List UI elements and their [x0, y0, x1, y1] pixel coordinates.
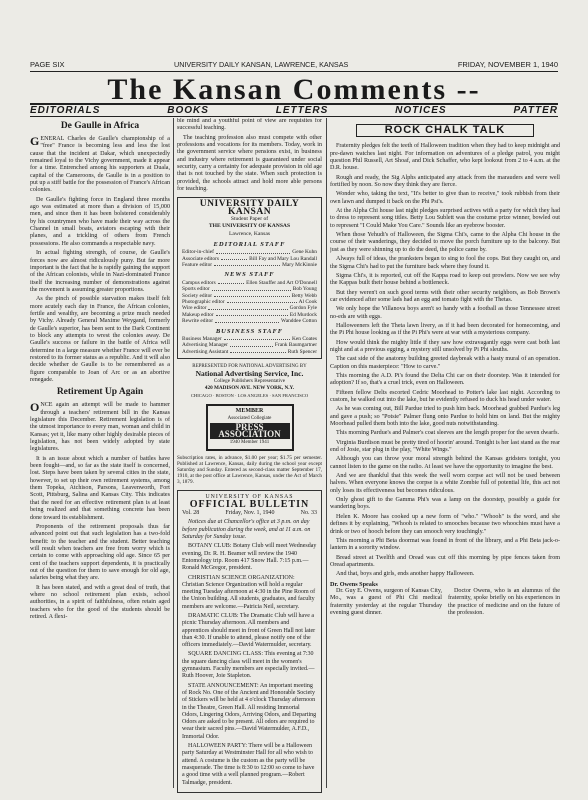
staff-row: Wire editor Gordon Fyle — [182, 305, 317, 312]
national-advertising — [177, 363, 322, 400]
paragraph: Only ghost gift to the Gamma Phi's was a lamp on the doorstep, possibly a guide for wandering boys. — [330, 497, 560, 511]
subscription-notice: Subscription rates, in advance, $1.00 per year; $1.75 per semester. Published at Lawrence, Kansas, daily during the school year except Saturday and Sunday. Entered as second-class matter September 17, 1910, at the post office at Lawrence, Kansas, under the Act of March 3, 1879. — [177, 454, 322, 486]
paragraph: This morning Pardue's and Palmer's coat sleeves are the length proper for the seven dwarfs. — [336, 430, 560, 437]
natl-line: College Publishers Representative — [213, 377, 286, 384]
paragraph: Sigma Chi's, it is reported, cut off the Kappa road to keep out prowlers. Now we see why the Kappas built their house behind a bottleneck. — [330, 272, 560, 287]
masthead-sub: Student Paper of — [230, 216, 269, 223]
paragraph: ONCE again an attempt will be made to hammer through a teachers' retirement bill in the Kansas legislature this December. Retirement legislation is of the utmost importance to every man, woman and child in Kansas; yet it, like many other highly desirable pieces of legislation, has not been widely adopted by state legislatures. — [30, 400, 170, 453]
paragraph: And we are thankful that this week the well worn corpse act will not be used between halves. When everyone knows the corpse is a white Zombie full of potential life, this act not only loses its effectiveness but becomes ridiculous. — [330, 473, 560, 494]
bulletin-item: BOTANY CLUB: Botany Club will meet Wednesday evening, Dr. R. H. Beamer will review the 1940 Entomology trip. Room 417 Snow Hall. 7:15 p.m.—Ronald McGregor, president. — [182, 543, 317, 572]
paragraph: The teaching profession also must compete with other professions and vocations for its members. Today, work in the government service where pensions exist, in business and industry where retirement is guaranteed under social security, carry a certainty for adequate provision in old age that is not touched by the state. When such protection is provided, the schools attract and hold more able persons for teaching. — [177, 134, 322, 193]
paragraph: Halloweeners left the Theta lawn livery, as if it had been decorated for homecoming, and the Pi Phi house looking as if the Pi Phi's were at war with a mysterious company. — [330, 322, 560, 337]
bulletin-item: DRAMATIC CLUB: The Dramatic Club will have a picnic Thursday afternoon. All members and apprentices should meet in front of Green Hall not later than 4:30. If unable to attend, please notify one of the officers immediately.—David Watermulder, secretary. — [182, 613, 316, 649]
natl-line: REPRESENTED FOR NATIONAL ADVERTISING BY — [192, 364, 307, 370]
section-editorials: EDITORIALS — [30, 105, 101, 116]
bulletin-title: OFFICIAL BULLETIN — [189, 498, 310, 510]
paragraph: Always full of ideas, the pranksters began to sing to fool the cops. But they caught on, and the Sigma Chi's had to put the furniture back where they found it. — [330, 256, 560, 270]
bulletin-item: HALLOWEEN PARTY: There will be a Halloween party Saturday at Westminster Hall for all who wish to attend. A costume is the custom as the party will be masquerade. The time is 8:30 to 12:00 so come to have a good time with a well planned program.—Robert Talmadge, president. — [182, 743, 315, 786]
staff-heading: NEWS STAFF — [224, 271, 275, 279]
staff-row: Editor-in-chief Gene Kuhn — [182, 249, 317, 256]
paragraph: Wonder who, taking the text, "It's better to give than to receive," took rubbish from their own lawn and dumped it back on the Phi Psi's. — [330, 191, 560, 205]
paragraph: We only hope the Villanova boys aren't so handy with a football as those Tennessee street no-eds are with eggs. — [330, 306, 560, 320]
paragraph: Although you can throw your moral strength behind the Kansas gridsters tonight, you cannot listen to the game on the radio. At least we have the opportunity to imagine the best. — [330, 456, 560, 470]
paragraph: As the pinch of possible starvation makes itself felt more acutely each day in France, the African colonies, fertile and wealthy, are becoming a prize much needed by Vichy. Already General Maxime Weygand, formerly de Gaulle's superior, has been sent to the Dark Continent to block any attempts to wrest the colonies away. De Gaulle's success or failure in the battle of Africa will determine in a large measure whether France will ever be restored to its former status as a republic. And it will also decide whether de Gaulle is to be remembered as a figure comparable to Joan of Arc or as an abortive renegade. — [30, 296, 170, 383]
paragraph: Doctor Owens, who is an alumnus of the fraternity, spoke briefly on his experiences in the practice of medicine and on the future of the profession. — [448, 587, 560, 616]
column-middle — [177, 118, 322, 798]
bulletin-item: CHRISTIAN SCIENCE ORGANIZATION: Christian Science Organization will hold a regular meeting Tuesday afternoon at 4:30 in the Pine Room of the Union building. All students, graduates, and faculty members are welcome.—Patricia Neil, secretary. — [182, 574, 316, 610]
page-number: PAGE SIX — [30, 59, 65, 69]
paragraph: At the Alpha Chi house last night pledges surprised actives with a party for which they had to dress to represent song titles. Betty Lou Sublett was the costume prize winner, bowled out to represent "I Could Make You Care." Sounds like an eyebrow booster. — [330, 208, 560, 229]
staff-row: Business Manager Ken Coates — [182, 335, 317, 342]
paragraph: Bread street at Twelfth and Oread was cut off this morning by pipe fences taken from Oread apartments. — [330, 554, 560, 568]
rock-chalk-talk-title: ROCK CHALK TALK — [356, 124, 534, 137]
staff-row: Rewrite editor Wanddee Cotton — [182, 318, 317, 325]
column-editorials — [30, 118, 170, 798]
section-labels — [30, 105, 558, 116]
running-head — [30, 58, 558, 70]
stamp-text: PRESS ASSOCIATION — [210, 423, 290, 440]
column-divider — [326, 118, 327, 788]
staff-row: Advertising Assistant Ruth Spencer — [182, 348, 317, 355]
bulletin-notice: Notices due at Chancellor's office at 3 p.m. on day before publication during the week, and at 11 a.m. on Saturday for Sunday issue. — [182, 519, 311, 541]
paragraph: And that, boys and girls, ends another happy Halloween. — [336, 571, 475, 578]
paragraph: Rough and ready, the Sig Alphs anticipated any attack from the marauders and were well fortified by noon. So now they think they are fierce. — [330, 174, 560, 189]
paragraph: This morning the A.D. Pi's found the Delta Chi car on their doorstep. Was it intended for adoption? If so, that's a cruel trick, even on Halloween. — [330, 372, 560, 387]
dr-owens-story — [330, 588, 560, 619]
paper-name-line: UNIVERSITY DAILY KANSAN, LAWRENCE, KANSAS — [174, 59, 349, 69]
section-books: BOOKS — [167, 105, 209, 116]
stamp-text: MEMBER — [235, 407, 264, 414]
staff-row: Feature editor Mary McKinnie — [182, 262, 317, 269]
bulletin-item: STATE ANNOUNCEMENT: An important meeting of Rock No. One of the Ancient and Honorable Society of Stickers will be held at 4 o'clock Thursday afternoon in the Theatre, Green Hall. All residing Immortal Odors, Lingering Odors, Arriving Odors, and Departing Odors are asked to be present. All odors are required to wear their sacred pins.—David Watermulder, A.F.D., Immortal Odor. — [182, 682, 317, 740]
bulletin-heading: UNIVERSITY OF KANSAS — [205, 493, 294, 500]
bulletin-dateline: Vol. 28 Friday, Nov. 1, 1940 No. 33 — [182, 510, 317, 517]
issue-date: FRIDAY, NOVEMBER 1, 1940 — [457, 59, 558, 69]
staff-heading: BUSINESS STAFF — [215, 327, 284, 335]
section-notices: NOTICES — [395, 105, 447, 116]
paragraph: ble mind and a youthful point of view are requisites for successful teaching. — [177, 118, 322, 132]
official-bulletin — [177, 490, 322, 793]
paragraph: It has been stated, and with a great deal of truth, that where no school retirement plan exists, school authorities, in a spirit of faithfulness, often retain aged teachers who for the good of the students should be retired. A flexi- — [30, 584, 170, 620]
masthead-sub: Lawrence, Kansas — [229, 230, 270, 237]
acp-member-stamp — [206, 404, 294, 451]
paragraph: But they weren't on such good terms with their other security neighbors, as Bob Brown's car evidenced after some lads had an egg and tomato fight with the Thetas. — [330, 289, 560, 303]
headline-de-gaulle: De Gaulle in Africa — [60, 121, 140, 131]
paragraph: GENERAL Charles de Gaulle's championship of a "free" France is becoming less and less the lost cause that the incident at Dakar, which unexpectedly remained loyal to the Vichy government, made it appear for a time. Entrenched among his supporters at Duala, capital of the Cameroons, de Gaulle is in a position to put up a stiff battle for the possession of France's African colonies. — [30, 134, 170, 194]
staff-row: Makeup editor Ed Murdock — [182, 311, 317, 318]
paragraph: Fraternity pledges felt the teeth of Halloween tradition when they had to keep midnight and pre-dawn watches last night. For information on adventures of a pledge patrol, you might question Phil Russell, Art Shoaf, and Dick Schaffer, who kept lookout from 2 to 4 a.m. at the D.R. house. — [330, 143, 560, 172]
page-flag: The Kansan Comments -- — [107, 73, 481, 106]
column-rock-chalk-talk — [330, 118, 560, 798]
headline-retirement: Retirement Up Again — [56, 387, 144, 398]
staff-row: Sports editor Bob Young — [182, 286, 317, 293]
column-divider — [173, 118, 174, 788]
paragraph: De Gaulle's fighting force in England three months ago was estimated at more than a division of 15,000 men, and since then it has been bolstered considerably by his countrymen who have made their way across the Channel in small boats, aviators escaping with their planes, and a trickling of others from French possessions. He also commands a respectable navy. — [30, 196, 170, 247]
paragraph: In actual fighting strength, of course, de Gaulle's forces now are almost ridiculously puny. But far more important is the fact that he is rapidly gaining the support of the African colonists, while in Nazi-dominated France itself the increasing number of demonstrations against the movement is assuming greater proportions. — [30, 250, 170, 293]
masthead-sub: THE UNIVERSITY OF KANSAS — [208, 223, 291, 230]
bulletin-item: SQUARE DANCING CLASS: This evening at 7:30 the square dancing class will meet in the women's gymnasium. Faculty members are especially invited.—Ruth Hoover, Joie Stapleton. — [182, 651, 315, 680]
staff-row: Campus editors Ellen Stauffer and Art O'Donnell — [182, 279, 317, 286]
stamp-text: 1940 Member 1941 — [229, 440, 270, 446]
staff-row: Photographic editor Al Cook — [182, 298, 317, 305]
stamp-text: Associated Collegiate — [227, 416, 272, 422]
paragraph: Dr. Guy E. Owens, surgeon of Kansas City, Mo., was a guest of Phi Chi medical fraternity yesterday at the regular Thursday evening guest dinner. — [330, 587, 442, 616]
paragraph: Fifteen fellow Delts escorted Cedric Moorhead to Potter's lake last night. According to custom, he walked out into the lake, but he evidently refused to duck his head under water. — [330, 389, 560, 403]
masthead-box — [177, 197, 322, 359]
staff-row: Society editor Betty Webb — [182, 292, 317, 299]
paragraph: It is an issue about which a number of battles have been fought—and, so far as the state itself is concerned, lost. Steps have been taken by several cities in the state, however, to set up their own retirement systems, among them Topeka, Atchison, Parsons, Leavenworth, Fort Scott, Pittsburg, Salina and Kansas City. This indicates that the need for an effective retirement plan is at least being realized and that something concrete has been done toward its establishment. — [30, 455, 170, 521]
paragraph: When those Yehudi's of Halloween, the Sigma Chi's, came to the Alpha Chi house in the course of their wanderings, they decided to move the porch furniture up to the balcony. But just as they were shinning up to do the deed, the police came by. — [330, 232, 560, 253]
drop-cap: G — [30, 134, 40, 148]
dr-owens-headline: Dr. Owens Speaks — [330, 580, 378, 588]
natl-line: 420 MADISON AVE. NEW YORK, N.Y. — [204, 385, 295, 392]
masthead-title: UNIVERSITY DAILY KANSAN — [199, 199, 300, 217]
paragraph: Proponents of the retirement proposals thus far advanced point out that such legislation has a two-fold benefit: to the teacher and the student. Better teaching will result when teachers are free from worry which is certain to come with approaching old age. Since 65 per cent of the teachers support dependents, it is practically out of the question for them to save enough for old age, salaries being what they are. — [30, 523, 170, 582]
paragraph: Helen K. Moore has cooked up a new form of "who." "Whooh" is the word, and she defines it by explaining, "Whooh is related to smooches because two whoochies must have a drink or two of hooch before they can smooch very touchingly." — [330, 513, 560, 535]
staff-heading: EDITORIAL STAFF — [213, 240, 286, 248]
paragraph: As he was coming out, Bill Pardue tried to push him back. Moorhead grabbed Pardue's leg and gave a push; so "Potsie" Palmer flung onto Pardue to hold him on land. But the mighty Moorhead pulled them both into the lake, good nuts notwithstanding. — [330, 406, 560, 428]
header-rule — [30, 71, 558, 72]
section-patter: PATTER — [513, 105, 558, 116]
natl-name: National Advertising Service, Inc. — [195, 369, 304, 379]
section-letters: LETTERS — [275, 105, 329, 116]
paragraph: This morning a Phi Beta doormat was found in front of the library, and a Phi Beta jack-o-lantern in a sorority window. — [330, 537, 560, 552]
paragraph: How would think the mighty little if they saw how extravagantly eggs were cast both last night and at a previous egging, a mystery still unsolved by Pi Phi sleuths. — [330, 339, 560, 353]
paragraph: Virginia Burdison must be pretty tired of hoorin' around. Tonight is her last stand as the rear end of Josie, star plug in the play, "White Wings." — [330, 439, 560, 454]
drop-cap: O — [30, 400, 40, 415]
natl-line: CHICAGO · BOSTON · LOS ANGELES · SAN FRANCISCO — [190, 393, 309, 399]
staff-row: Associate editors Bill Fay and Mary Lou Randall — [182, 255, 317, 262]
staff-row: Advertising Manager Frank Baumgartner — [182, 342, 317, 349]
section-rule — [30, 116, 558, 117]
paragraph: The cast side of the anatomy building greeted daybreak with a hasty mural of an operation. Caption on this masterpiece: "How to carve." — [330, 356, 560, 370]
